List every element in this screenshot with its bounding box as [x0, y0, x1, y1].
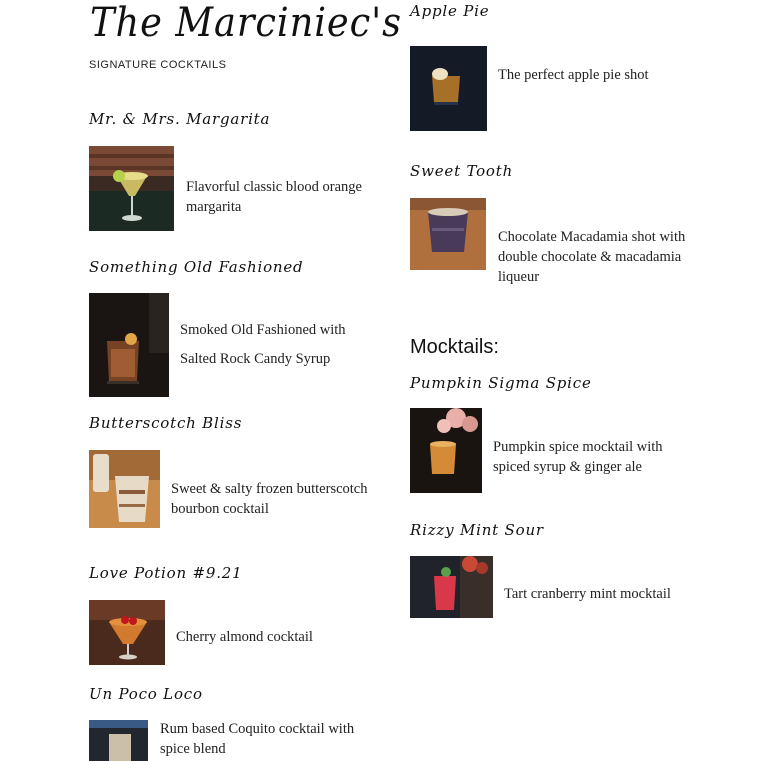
mocktail-desc-mint-sour: Tart cranberry mint mocktail: [504, 586, 671, 602]
cocktail-desc-old-fashioned-line2: Salted Rock Candy Syrup: [180, 351, 331, 367]
cocktail-name-butterscotch: Butterscotch Bliss: [89, 414, 243, 432]
cocktail-desc-love-potion: Cherry almond cocktail: [176, 629, 313, 645]
cocktail-desc-apple-pie: The perfect apple pie shot: [498, 67, 649, 83]
cocktail-name-sweet-tooth: Sweet Tooth: [410, 162, 514, 180]
cocktail-desc-old-fashioned-line1: Smoked Old Fashioned with: [180, 322, 346, 338]
love-potion-photo: [89, 600, 165, 665]
margarita-photo: [89, 146, 174, 231]
cocktail-name-old-fashioned: Something Old Fashioned: [89, 258, 304, 276]
cocktail-desc-margarita: Flavorful classic blood orange margarita: [186, 179, 362, 215]
cocktail-name-coquito: Un Poco Loco: [89, 685, 203, 703]
cocktail-desc-butterscotch: Sweet & salty frozen butterscotch bourbon cocktail: [171, 481, 368, 517]
cocktail-name-margarita: Mr. & Mrs. Margarita: [89, 110, 271, 128]
sweet-tooth-photo: [410, 198, 486, 270]
apple-pie-photo: [410, 46, 487, 131]
cocktail-name-apple-pie: Apple Pie: [410, 2, 490, 20]
cocktail-desc-sweet-tooth: Chocolate Macadamia shot with double chocolate & macadamia liqueur: [498, 229, 686, 285]
mint-sour-photo: [410, 556, 493, 618]
coquito-photo: [89, 720, 148, 761]
menu-title: The Marciniec's: [90, 0, 402, 46]
butterscotch-photo: [89, 450, 160, 528]
mocktails-section-title: Mocktails:: [410, 336, 499, 358]
mocktail-name-pumpkin: Pumpkin Sigma Spice: [410, 374, 592, 392]
menu-subtitle: SIGNATURE COCKTAILS: [89, 59, 227, 71]
cocktail-name-love-potion: Love Potion #9.21: [89, 564, 243, 582]
mocktail-desc-pumpkin: Pumpkin spice mocktail with spiced syrup & ginger ale: [493, 439, 663, 475]
old-fashioned-photo: [89, 293, 169, 397]
cocktail-desc-coquito: Rum based Coquito cocktail with spice blend: [160, 721, 355, 757]
mocktail-name-mint-sour: Rizzy Mint Sour: [410, 521, 544, 539]
pumpkin-photo: [410, 408, 482, 493]
cocktail-desc-old-fashioned: [180, 316, 380, 374]
